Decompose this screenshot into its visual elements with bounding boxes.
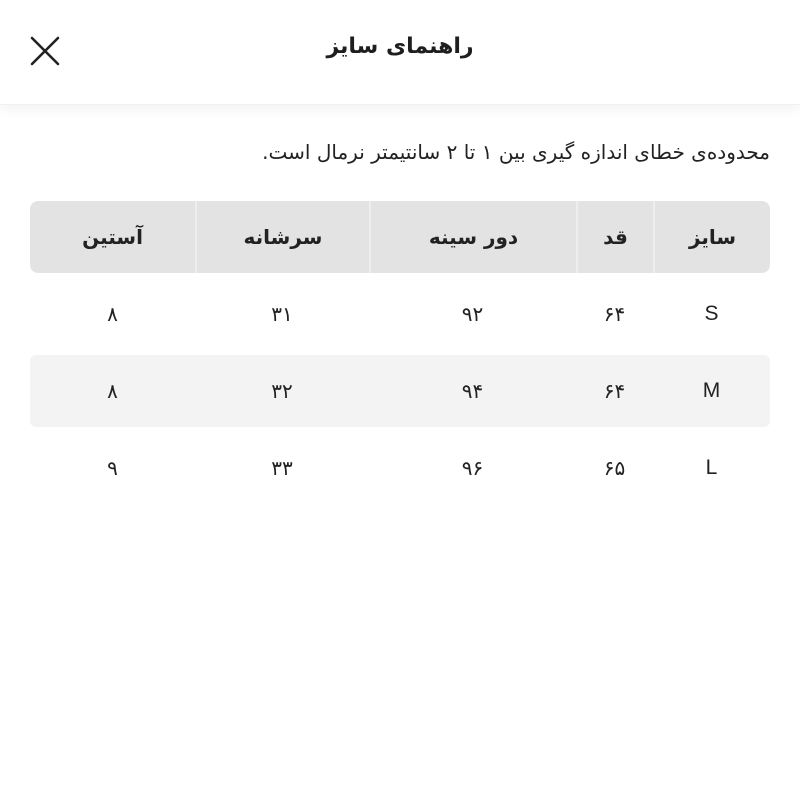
size-value: S bbox=[704, 302, 719, 325]
height-value: ۶۴ bbox=[603, 302, 626, 326]
shoulder-value: ۳۱ bbox=[271, 302, 293, 326]
table-row bbox=[30, 432, 770, 504]
column-header-sleeve: آستین bbox=[82, 225, 143, 249]
table-header-row bbox=[30, 201, 770, 273]
height-value: ۶۵ bbox=[603, 456, 626, 480]
chest-value: ۹۴ bbox=[461, 379, 484, 403]
chest-value: ۹۲ bbox=[461, 302, 484, 326]
modal-header bbox=[0, 0, 800, 105]
shoulder-value: ۳۲ bbox=[271, 379, 293, 403]
table-row bbox=[30, 355, 770, 427]
column-header-shoulder: سرشانه bbox=[195, 201, 369, 273]
shoulder-value: ۳۳ bbox=[271, 456, 293, 480]
size-value: L bbox=[705, 456, 718, 479]
chest-value: ۹۶ bbox=[461, 456, 484, 480]
sleeve-value: ۸ bbox=[107, 379, 118, 403]
page-title: راهنمای سایز bbox=[326, 34, 474, 59]
height-value: ۶۴ bbox=[603, 379, 626, 403]
size-table bbox=[30, 201, 770, 509]
measurement-note: محدوده‌ی خطای اندازه گیری بین ۱ تا ۲ سانتیمتر نرمال است. bbox=[262, 140, 770, 164]
table-row bbox=[30, 278, 770, 350]
sleeve-value: ۹ bbox=[107, 456, 118, 480]
sleeve-value: ۸ bbox=[107, 302, 118, 326]
column-header-height: قد bbox=[576, 201, 653, 273]
column-header-size: سایز bbox=[653, 201, 770, 273]
column-header-chest: دور سینه bbox=[369, 201, 576, 273]
size-value: M bbox=[702, 379, 721, 402]
